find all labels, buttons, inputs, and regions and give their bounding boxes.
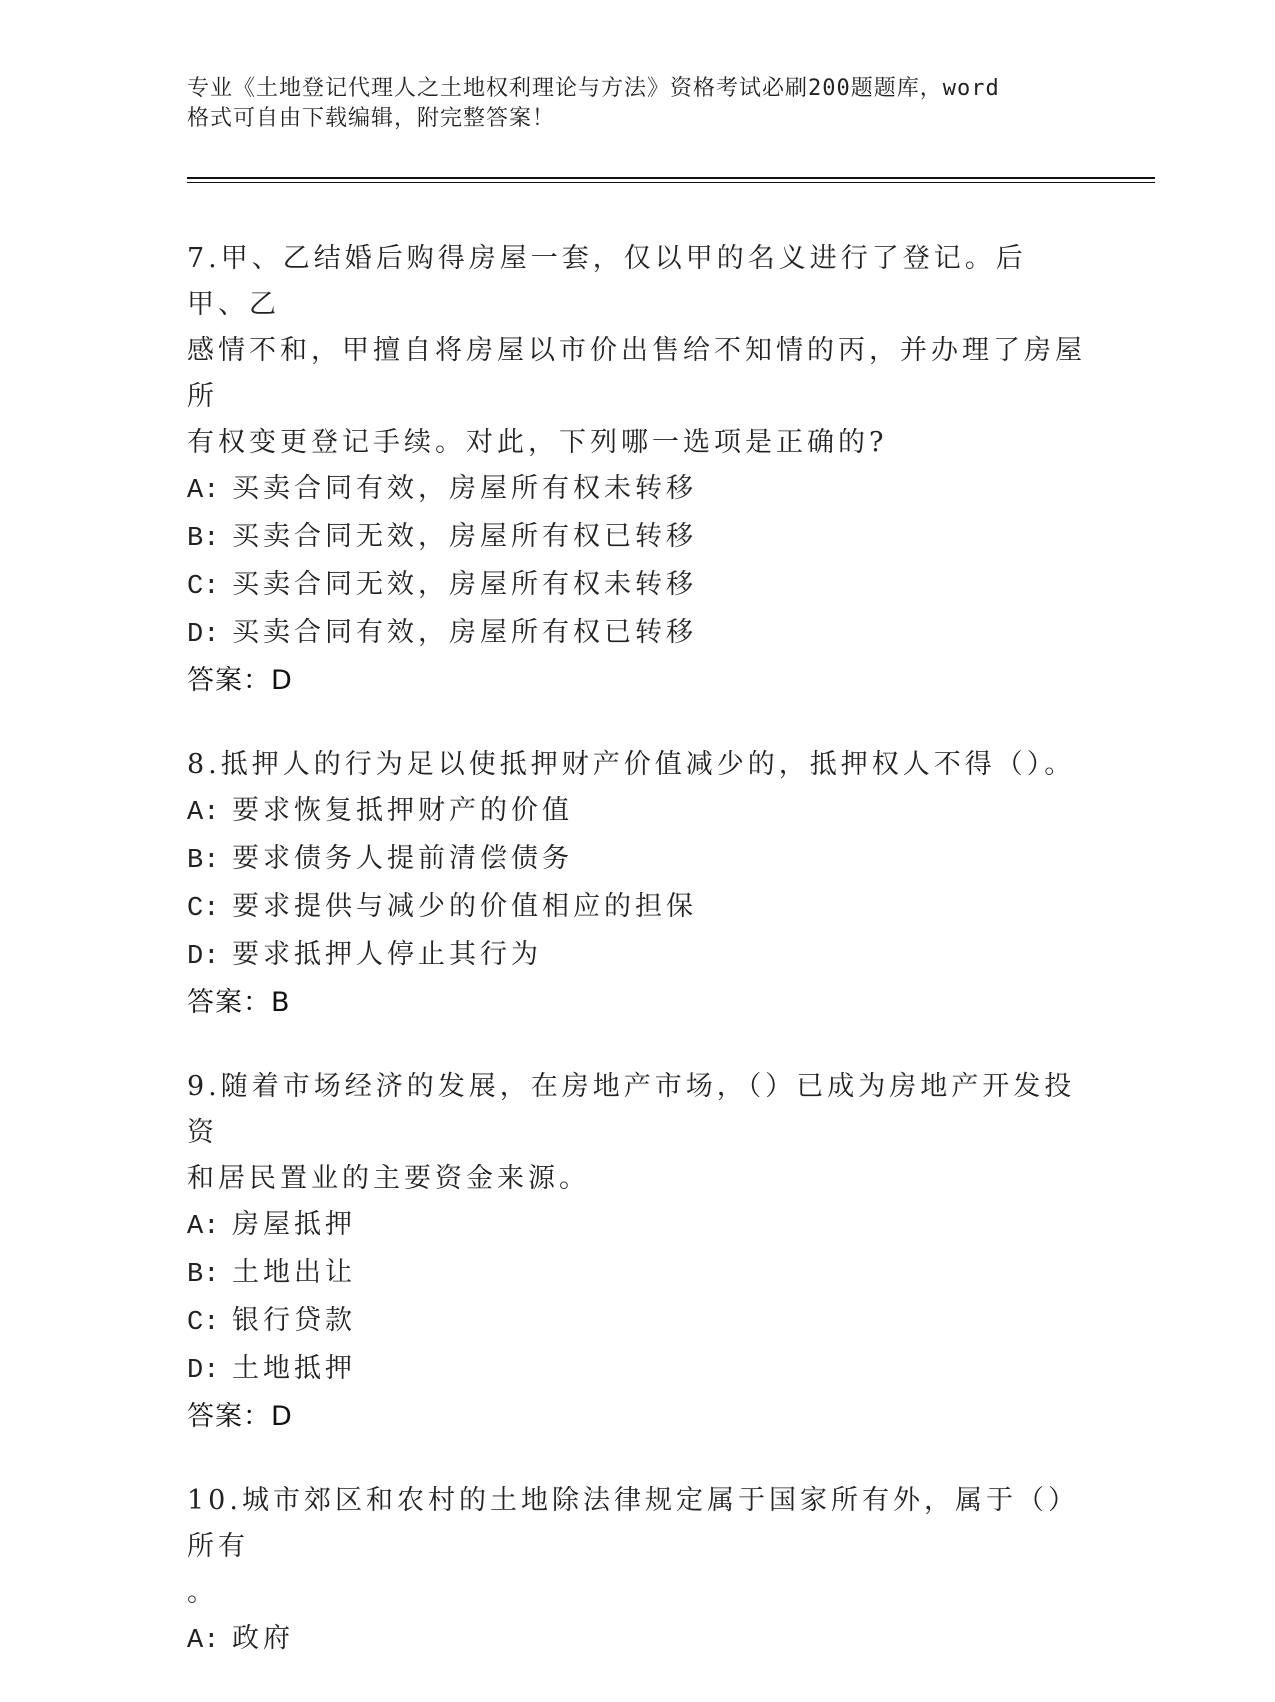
option-b (187, 836, 1087, 884)
option-key: C: (187, 894, 220, 924)
option-text: 买卖合同有效，房屋所有权未转移 (232, 473, 697, 504)
option-text: 要求债务人提前清偿债务 (232, 843, 573, 874)
question-stem-line: 8.抵押人的行为足以使抵押财产价值减少的，抵押权人不得（）。 (187, 749, 1076, 780)
option-text: 买卖合同无效，房屋所有权已转移 (232, 521, 697, 552)
option-key: D: (187, 942, 220, 972)
option-c (187, 562, 1087, 610)
option-key: C: (187, 1308, 220, 1338)
option-text: 房屋抵押 (232, 1209, 356, 1240)
option-b (187, 1250, 1087, 1298)
option-a (187, 1202, 1087, 1250)
option-text: 买卖合同无效，房屋所有权未转移 (232, 569, 697, 600)
option-key: D: (187, 1356, 220, 1386)
option-text: 要求抵押人停止其行为 (232, 939, 542, 970)
question-8 (187, 742, 1087, 1026)
answer-line: 答案：D (187, 665, 293, 696)
question-10 (187, 1478, 1087, 1664)
question-9 (187, 1064, 1087, 1440)
question-stem-line: 和居民置业的主要资金来源。 (187, 1163, 590, 1194)
question-7 (187, 236, 1087, 704)
option-a (187, 466, 1087, 514)
option-text: 政府 (232, 1623, 294, 1654)
document-header (187, 74, 1067, 134)
option-text: 银行贷款 (232, 1305, 356, 1336)
question-stem-line: 10.城市郊区和农村的土地除法律规定属于国家所有外，属于（）所有 (187, 1485, 1079, 1562)
option-key: A: (187, 798, 220, 828)
option-text: 土地抵押 (232, 1353, 356, 1384)
option-key: D: (187, 620, 220, 650)
option-c (187, 884, 1087, 932)
option-d (187, 932, 1087, 980)
option-key: A: (187, 476, 220, 506)
option-text: 要求恢复抵押财产的价值 (232, 795, 573, 826)
answer-line: 答案：B (187, 987, 291, 1018)
header-divider-thin (187, 182, 1155, 183)
answer-line: 答案：D (187, 1401, 293, 1432)
question-stem-line: 9.随着市场经济的发展，在房地产市场，（）已成为房地产开发投资 (187, 1071, 1076, 1148)
option-text: 要求提供与减少的价值相应的担保 (232, 891, 697, 922)
header-line-2: 格式可自由下载编辑，附完整答案！ (187, 106, 556, 131)
question-stem-line: 感情不和，甲擅自将房屋以市价出售给不知情的丙，并办理了房屋所 (187, 335, 1086, 412)
option-key: B: (187, 524, 220, 554)
question-stem-line: 。 (187, 1577, 218, 1608)
option-key: C: (187, 572, 220, 602)
option-a (187, 788, 1087, 836)
header-divider-thick (187, 177, 1155, 179)
option-d (187, 1346, 1087, 1394)
option-text: 土地出让 (232, 1257, 356, 1288)
option-b (187, 514, 1087, 562)
question-stem-line: 有权变更登记手续。对此，下列哪一选项是正确的? (187, 427, 888, 458)
option-c (187, 1298, 1087, 1346)
option-key: A: (187, 1212, 220, 1242)
option-a (187, 1616, 1087, 1664)
option-key: B: (187, 846, 220, 876)
option-d (187, 610, 1087, 658)
question-stem-line: 7.甲、乙结婚后购得房屋一套，仅以甲的名义进行了登记。后甲、乙 (187, 243, 1027, 320)
header-line-1: 专业《土地登记代理人之土地权利理论与方法》资格考试必刷200题题库，word (187, 76, 1000, 101)
option-text: 买卖合同有效，房屋所有权已转移 (232, 617, 697, 648)
option-key: A: (187, 1626, 220, 1656)
option-key: B: (187, 1260, 220, 1290)
question-list (187, 236, 1087, 1702)
